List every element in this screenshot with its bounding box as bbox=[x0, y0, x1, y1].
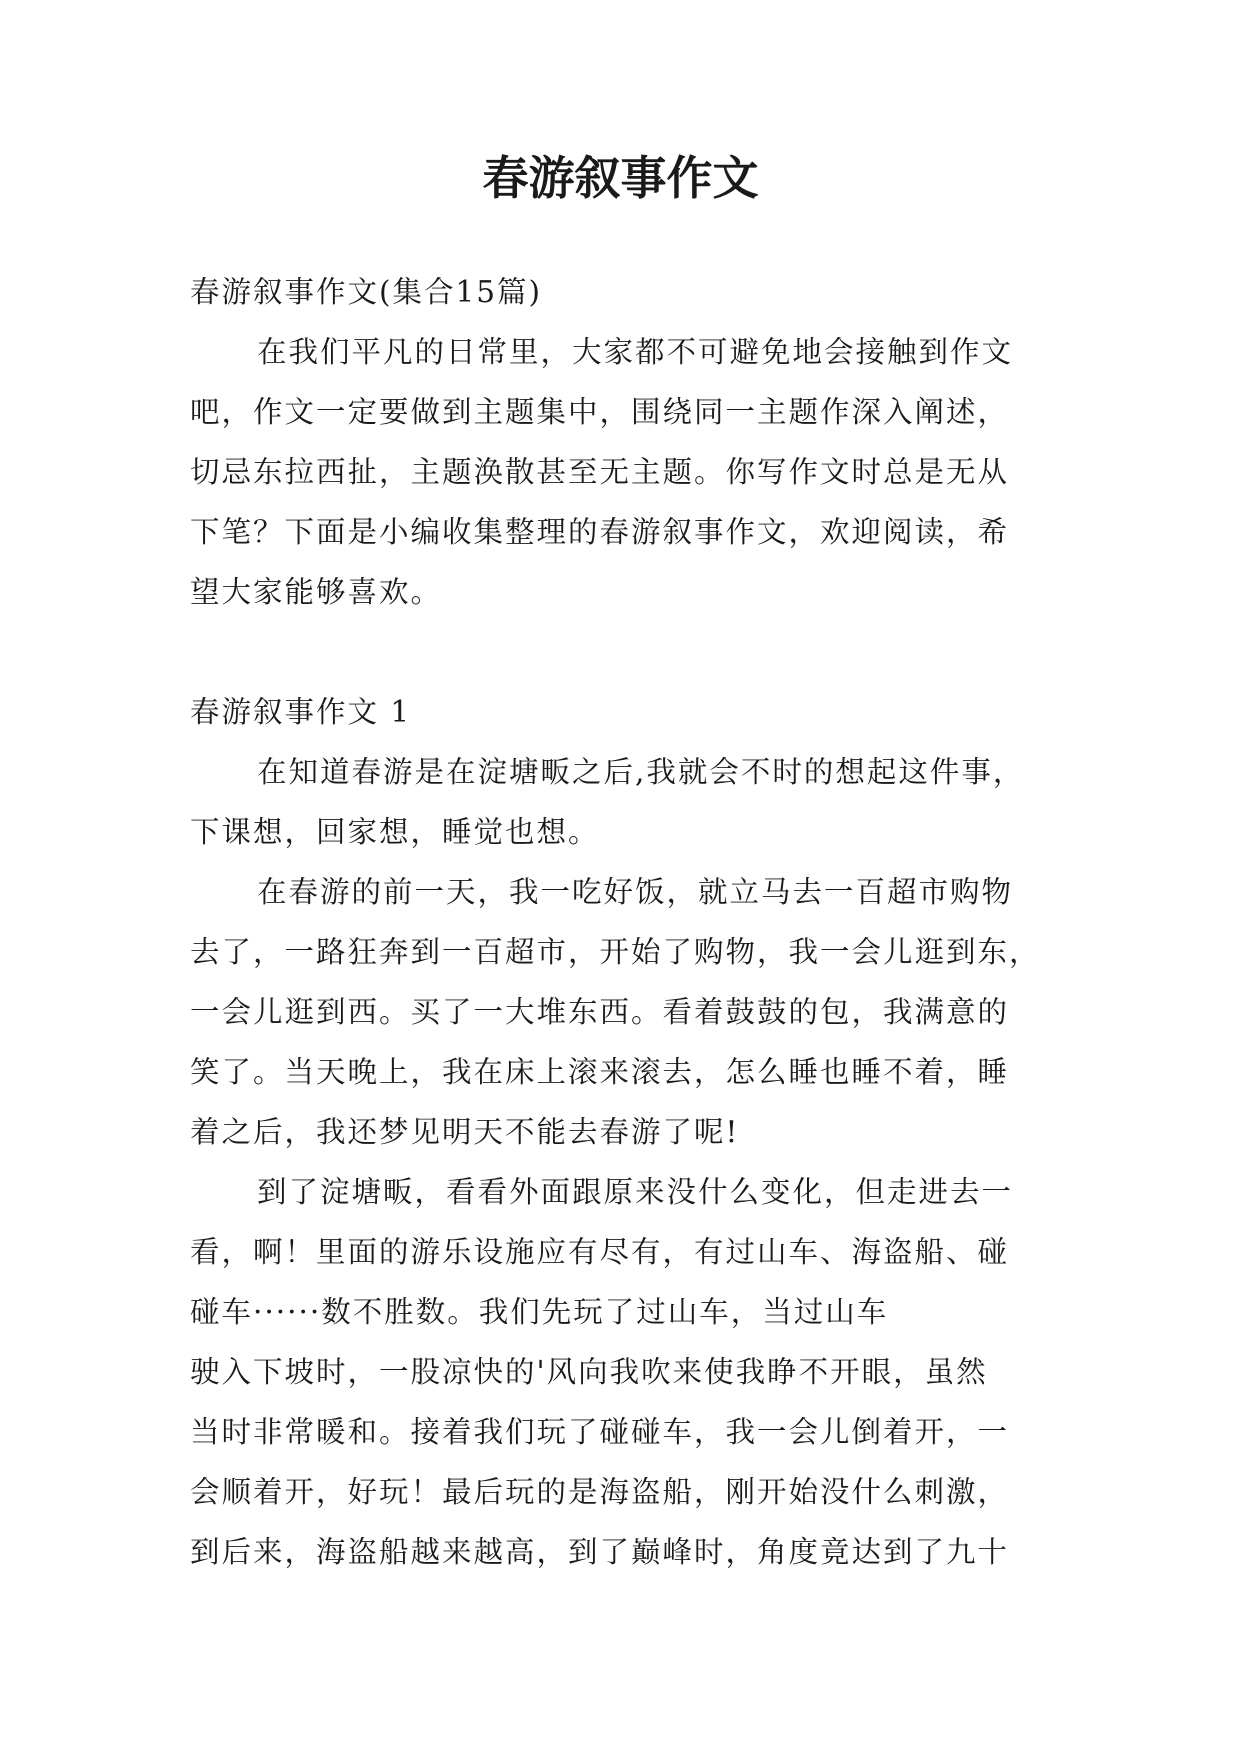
section-spacer bbox=[190, 622, 1070, 682]
intro-heading: 春游叙事作文(集合15篇) bbox=[190, 275, 543, 309]
paragraph-line: 去了，一路狂奔到一百超市，开始了购物，我一会儿逛到东， bbox=[190, 935, 1041, 969]
paragraph-line: 着之后，我还梦见明天不能去春游了呢! bbox=[190, 1115, 740, 1149]
paragraph-line: 切忌东拉西扯，主题涣散甚至无主题。你写作文时总是无从 bbox=[190, 455, 1010, 489]
paragraph-line: 望大家能够喜欢。 bbox=[190, 575, 443, 609]
paragraph-line: 碰车······数不胜数。我们先玩了过山车，当过山车 bbox=[190, 1295, 889, 1329]
paragraph-line: 一会儿逛到西。买了一大堆东西。看着鼓鼓的包，我满意的 bbox=[190, 995, 1010, 1029]
essay-paragraph bbox=[190, 862, 1070, 1162]
paragraph-line: 在春游的前一天，我一吃好饭，就立马去一百超市购物 bbox=[257, 875, 1014, 909]
intro-paragraph bbox=[190, 322, 1070, 622]
paragraph-line: 下笔？下面是小编收集整理的春游叙事作文，欢迎阅读，希 bbox=[190, 515, 1010, 549]
paragraph-line: 在我们平凡的日常里，大家都不可避免地会接触到作文 bbox=[257, 335, 1014, 369]
page-title: 春游叙事作文 bbox=[482, 151, 759, 205]
paragraph-line: 到后来，海盗船越来越高，到了巅峰时，角度竟达到了九十 bbox=[190, 1535, 1010, 1569]
essay-paragraph bbox=[190, 1162, 1070, 1582]
paragraph-line: 到了淀塘畈，看看外面跟原来没什么变化，但走进去一 bbox=[257, 1175, 1014, 1209]
paragraph-line: 驶入下坡时，一股凉快的'风向我吹来使我睁不开眼，虽然 bbox=[190, 1355, 988, 1389]
paragraph-line: 会顺着开，好玩！最后玩的是海盗船，刚开始没什么刺激， bbox=[190, 1475, 1010, 1509]
essay-paragraph bbox=[190, 742, 1070, 862]
paragraph-line: 在知道春游是在淀塘畈之后,我就会不时的想起这件事， bbox=[257, 755, 1025, 789]
essay-heading: 春游叙事作文 1 bbox=[190, 695, 412, 729]
paragraph-line: 当时非常暖和。接着我们玩了碰碰车，我一会儿倒着开，一 bbox=[190, 1415, 1010, 1449]
paragraph-line: 看，啊！里面的游乐设施应有尽有，有过山车、海盗船、碰 bbox=[190, 1235, 1010, 1269]
paragraph-line: 下课想，回家想，睡觉也想。 bbox=[190, 815, 600, 849]
paragraph-line: 吧，作文一定要做到主题集中，围绕同一主题作深入阐述， bbox=[190, 395, 1010, 429]
paragraph-line: 笑了。当天晚上，我在床上滚来滚去，怎么睡也睡不着，睡 bbox=[190, 1055, 1010, 1089]
document-body bbox=[190, 262, 1070, 1582]
